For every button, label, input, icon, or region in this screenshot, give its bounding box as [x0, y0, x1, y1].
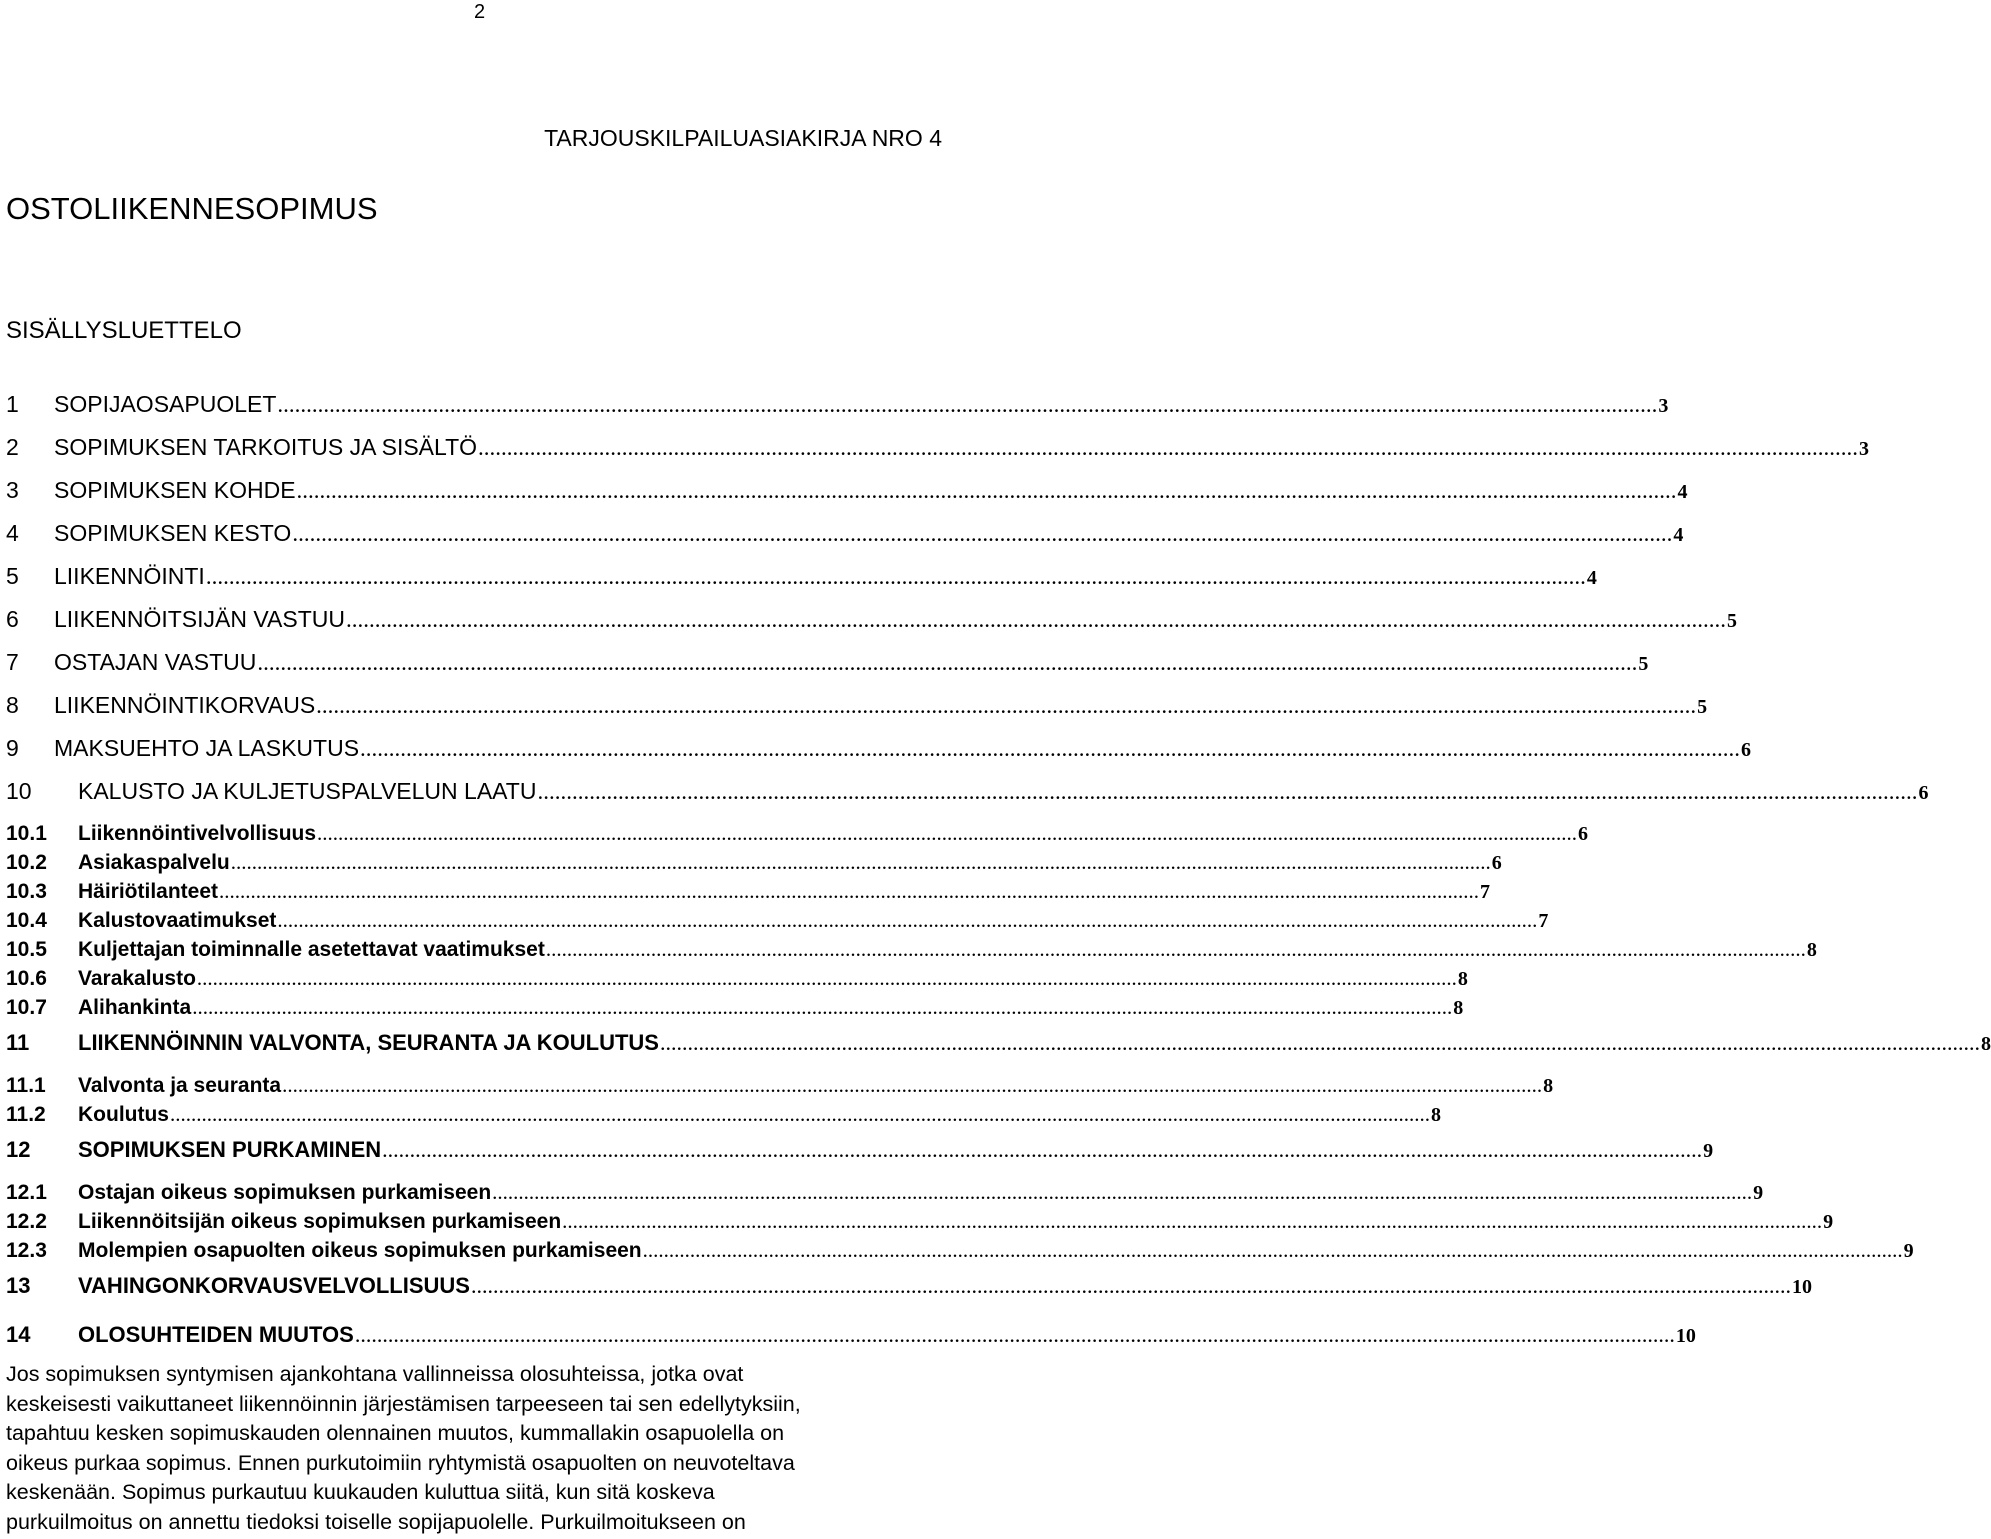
toc-dot-leader: [316, 690, 1696, 721]
toc-entry-page: 5: [1726, 610, 1737, 632]
toc-entry[interactable]: [6, 1071, 1554, 1100]
toc-dot-leader: [292, 518, 1672, 549]
body-paragraph: [6, 1360, 946, 1537]
toc-dot-leader: [643, 1236, 1903, 1265]
toc-heading: SISÄLLYSLUETTELO: [6, 317, 242, 344]
toc-entry-label: KALUSTO JA KULJETUSPALVELUN LAATU: [78, 778, 537, 804]
toc-entry-number: 4: [6, 520, 19, 546]
toc-entry-label: MAKSUEHTO JA LASKUTUS: [54, 735, 360, 761]
body-line: oikeus purkaa sopimus. Ennen purkutoimiin ryhtymistä osapuolten on neuvoteltava: [6, 1450, 795, 1475]
body-line: purkuilmoitus on annettu tiedoksi toiselle sopijapuolelle. Purkuilmoitukseen on: [6, 1509, 746, 1534]
toc-entry[interactable]: [6, 690, 1708, 733]
toc-dot-leader: [257, 647, 1637, 678]
toc-entry-page: 4: [1673, 524, 1684, 546]
toc-entry-page: 9: [1703, 1140, 1714, 1162]
toc-entry[interactable]: [6, 776, 1929, 819]
toc-entry-number: 11.2: [6, 1103, 46, 1126]
toc-entry-label: LIIKENNÖINTI: [54, 563, 205, 589]
toc-entry[interactable]: [6, 1135, 1714, 1178]
toc-entry-number: 13: [6, 1273, 31, 1298]
page-title: OSTOLIIKENNESOPIMUS: [6, 191, 378, 226]
toc-dot-leader: [277, 389, 1657, 420]
toc-entry-label: LIIKENNÖINTIKORVAUS: [54, 692, 316, 718]
toc-entry-label: OLOSUHTEIDEN MUUTOS: [78, 1322, 354, 1347]
toc-entry-page: 10: [1675, 1325, 1696, 1347]
toc-entry-page: 5: [1638, 653, 1649, 675]
page-number: 2: [474, 1, 486, 23]
toc-dot-leader: [478, 432, 1858, 463]
toc-entry-page: 3: [1859, 438, 1870, 460]
toc-entry[interactable]: [6, 877, 1491, 906]
toc-dot-leader: [206, 561, 1586, 592]
toc-entry[interactable]: [6, 432, 1870, 475]
toc-entry-number: 12.2: [6, 1210, 47, 1233]
toc-entry[interactable]: [6, 647, 1649, 690]
toc-entry[interactable]: [6, 604, 1737, 647]
toc-entry-page: 10: [1791, 1276, 1812, 1298]
toc-entry-label: LIIKENNÖITSIJÄN VASTUU: [54, 606, 345, 632]
table-of-contents: [6, 389, 1991, 1363]
toc-entry[interactable]: [6, 993, 1464, 1022]
toc-entry-label: Molempien osapuolten oikeus sopimuksen purkamiseen: [78, 1239, 642, 1262]
toc-entry-number: 10.5: [6, 938, 47, 961]
toc-dot-leader: [197, 964, 1457, 993]
toc-entry-page: 3: [1658, 395, 1669, 417]
toc-dot-leader: [360, 733, 1740, 764]
toc-entry-page: 6: [1491, 852, 1502, 874]
toc-dot-leader: [282, 1071, 1542, 1100]
toc-entry-label: Alihankinta: [78, 996, 192, 1019]
toc-entry-page: 9: [1823, 1211, 1834, 1233]
toc-entry[interactable]: [6, 389, 1669, 432]
toc-entry-number: 1: [6, 391, 19, 417]
toc-dot-leader: [192, 993, 1452, 1022]
toc-entry-page: 8: [1980, 1033, 1991, 1055]
toc-entry-number: 2: [6, 434, 19, 460]
toc-dot-leader: [660, 1028, 1980, 1058]
toc-entry-number: 10.6: [6, 967, 47, 990]
toc-dot-leader: [231, 848, 1491, 877]
toc-entry-number: 9: [6, 735, 19, 761]
toc-entry-page: 8: [1457, 968, 1468, 990]
body-line: tapahtuu kesken sopimuskauden olennainen muutos, kummallakin osapuolella on: [6, 1421, 785, 1445]
toc-dot-leader: [297, 475, 1677, 506]
toc-entry-number: 11.1: [6, 1074, 46, 1097]
toc-entry-number: 12: [6, 1137, 31, 1162]
toc-dot-leader: [355, 1320, 1675, 1350]
toc-entry[interactable]: [6, 819, 1589, 848]
toc-entry-label: Kuljettajan toiminnalle asetettavat vaatimukset: [78, 938, 545, 961]
body-line: keskenään. Sopimus purkautuu kuukauden kuluttua siitä, kun sitä koskeva: [6, 1480, 715, 1504]
toc-entry-page: 4: [1677, 481, 1688, 503]
toc-entry[interactable]: [6, 1178, 1764, 1207]
toc-entry-number: 12.1: [6, 1181, 47, 1204]
toc-dot-leader: [562, 1207, 1822, 1236]
toc-entry-label: OSTAJAN VASTUU: [54, 649, 257, 675]
toc-entry-label: SOPIMUKSEN KOHDE: [54, 477, 296, 503]
toc-entry-number: 8: [6, 692, 19, 718]
toc-entry-page: 9: [1753, 1182, 1764, 1204]
toc-entry[interactable]: [6, 518, 1684, 561]
toc-entry-number: 12.3: [6, 1239, 47, 1262]
toc-entry-page: 9: [1903, 1240, 1914, 1262]
toc-dot-leader: [546, 935, 1806, 964]
toc-entry[interactable]: [6, 935, 1817, 964]
toc-dot-leader: [219, 877, 1479, 906]
toc-entry-number: 10.4: [6, 909, 47, 932]
toc-entry-label: Ostajan oikeus sopimuksen purkamiseen: [78, 1181, 492, 1204]
toc-entry[interactable]: [6, 848, 1502, 877]
toc-entry-page: 8: [1543, 1075, 1554, 1097]
toc-dot-leader: [537, 776, 1917, 807]
toc-entry-label: Liikennöitsijän oikeus sopimuksen purkamiseen: [78, 1210, 562, 1233]
toc-entry-page: 5: [1697, 696, 1708, 718]
toc-entry-page: 7: [1538, 910, 1549, 932]
toc-entry-label: Kalustovaatimukset: [78, 909, 277, 932]
toc-entry-label: SOPIJAOSAPUOLET: [54, 391, 277, 417]
toc-dot-leader: [317, 819, 1577, 848]
toc-dot-leader: [277, 906, 1537, 935]
toc-entry-label: Liikennöintivelvollisuus: [78, 822, 317, 845]
toc-entry-page: 8: [1806, 939, 1817, 961]
toc-entry-label: Asiakaspalvelu: [78, 851, 230, 874]
toc-entry-page: 7: [1480, 881, 1491, 903]
toc-dot-leader: [346, 604, 1726, 635]
toc-entry-label: SOPIMUKSEN KESTO: [54, 520, 292, 546]
toc-entry-label: Valvonta ja seuranta: [78, 1074, 282, 1097]
toc-entry[interactable]: [6, 1028, 1991, 1071]
toc-dot-leader: [471, 1271, 1791, 1301]
toc-entry[interactable]: [6, 1100, 1441, 1129]
body-line: Jos sopimuksen syntymisen ajankohtana vallinneissa olosuhteissa, jotka ovat: [6, 1362, 744, 1386]
toc-entry-page: 8: [1430, 1104, 1441, 1126]
toc-entry[interactable]: [6, 964, 1468, 993]
toc-entry-number: 3: [6, 477, 19, 503]
toc-entry[interactable]: [6, 1320, 1696, 1363]
toc-entry-label: Koulutus: [78, 1103, 169, 1126]
toc-entry-label: LIIKENNÖINNIN VALVONTA, SEURANTA JA KOULUTUS: [78, 1030, 659, 1055]
toc-entry-label: SOPIMUKSEN PURKAMINEN: [78, 1137, 382, 1162]
toc-entry-number: 10.3: [6, 880, 47, 903]
toc-entry[interactable]: [6, 475, 1688, 518]
toc-entry-page: 6: [1741, 739, 1752, 761]
toc-entry-number: 6: [6, 606, 19, 632]
toc-entry-label: VAHINGONKORVAUSVELVOLLISUUS: [78, 1273, 470, 1298]
toc-entry[interactable]: [6, 561, 1597, 604]
toc-entry[interactable]: [6, 1236, 1914, 1265]
toc-dot-leader: [492, 1178, 1752, 1207]
toc-entry-number: 10: [6, 778, 32, 804]
toc-entry-label: SOPIMUKSEN TARKOITUS JA SISÄLTÖ: [54, 434, 478, 460]
toc-entry-number: 5: [6, 563, 19, 589]
toc-entry-label: Varakalusto: [78, 967, 196, 990]
toc-entry-page: 6: [1578, 823, 1589, 845]
toc-entry-page: 8: [1453, 997, 1464, 1019]
toc-entry-page: 4: [1586, 567, 1597, 589]
toc-entry-number: 11: [6, 1030, 30, 1055]
toc-entry-page: 6: [1918, 782, 1929, 804]
toc-dot-leader: [170, 1100, 1430, 1129]
toc-dot-leader: [382, 1135, 1702, 1165]
toc-entry[interactable]: [6, 906, 1549, 935]
toc-entry[interactable]: [6, 1207, 1834, 1236]
toc-entry-number: 14: [6, 1322, 31, 1347]
body-line: keskeisesti vaikuttaneet liikennöinnin järjestämisen tarpeeseen tai sen edellytyksiin,: [6, 1391, 801, 1416]
toc-entry[interactable]: [6, 1271, 1812, 1314]
toc-entry[interactable]: [6, 733, 1752, 776]
toc-entry-number: 10.1: [6, 822, 47, 845]
toc-entry-number: 10.2: [6, 851, 47, 874]
toc-entry-label: Häiriötilanteet: [78, 880, 219, 903]
toc-entry-number: 7: [6, 649, 19, 675]
toc-entry-number: 10.7: [6, 996, 47, 1019]
document-label: TARJOUSKILPAILUASIAKIRJA NRO 4: [544, 125, 942, 151]
